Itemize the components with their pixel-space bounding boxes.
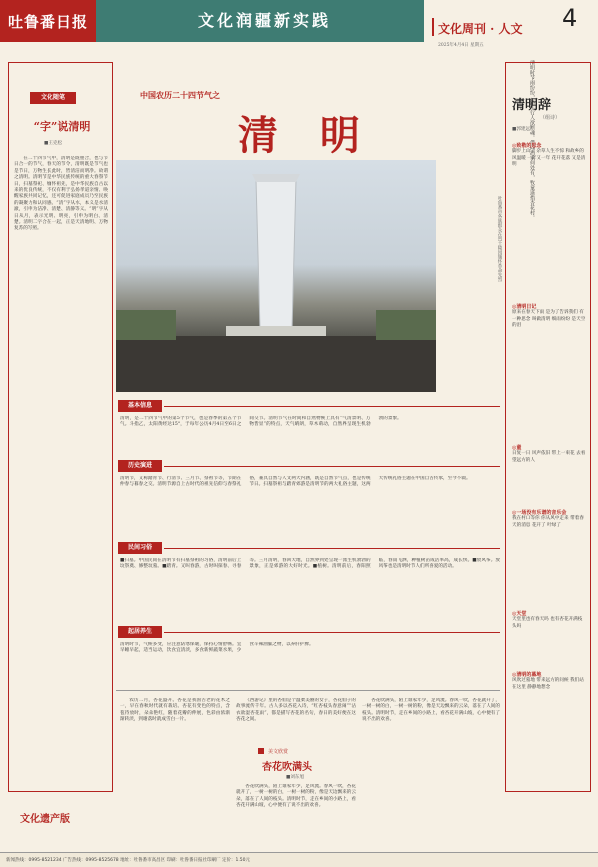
essay-paragraph: 杏花吹满头，陌上谁家年少，足风流。春风一吹，杏花就开了，一树一树的白，一树一树的粉，像是天边飘来的云朵，落在了人间的枝头。清明时节，走在乡间的小路上，看杏花开满山坡，心中便有了说不出的欢喜。	[236, 784, 356, 809]
section-body-basic: 清明，是二十四节气中的第5个节气，也是春季的第五个节气。斗指乙，太阳黄经达15°，于每年公历4月4日至6日之间交节。清明节气在时间和自然物候上具有“气清景明、万物皆显”的特点，天气晴朗，草木萌动，自然界呈现生机勃勃的景象。	[120, 416, 402, 428]
section-rule	[164, 548, 500, 549]
poem-text: 日复一日 风声依旧 带上一束花 去看望远方的人	[512, 451, 586, 463]
section-rule	[164, 632, 500, 633]
poem-block	[512, 142, 586, 299]
section-body-customs: ■扫墓。中国民间在清明节有扫墓祭祖的习俗，清明前后上坟祭奠、修整坟墓。■踏青。又叫春游，古时叫探春、寻春等。三月清明，春回大地，自然界到处呈现一派生机勃勃的景象，正是郊游的大好时光。■植树。清明前后，春阳照临，春雨飞洒，种植树苗成活率高，成长快。■放风筝。放风筝也是清明时节人们所喜爱的活动。	[120, 558, 500, 570]
left-column-title: “字”说清明	[33, 120, 91, 133]
essay-title: 杏花吹满头	[262, 762, 312, 773]
section-rule	[164, 406, 500, 407]
poem-block	[512, 671, 586, 748]
main-photo	[116, 160, 436, 392]
section-tag-health: 起居养生	[118, 626, 162, 638]
left-column-paragraph: 在二十四节气中，清明是既重合，也与节日合一的节气，春天的节令，清明既是节气也是节日，万物生长此时，皆清洁而明净。故谓之清明。清明节是中华民族传统的重大春祭节日，扫墓祭祀、缅怀祖先，是中华民族自古以来的优良传统，不仅有利于弘扬孝道亲情、唤醒家族共同记忆，还可促进家庭成员乃至民族的凝聚力和认同感。“清”字从水，本义是水清澈，引申为洁净、清楚、清静等义。“明”字从日从月，表示光明、明亮，引申为明白、清楚。清明二字合在一起，正是天清地明、万物复苏的写照。	[14, 156, 108, 232]
monument-illustration	[116, 160, 436, 392]
poem-heading: ◎清明的墓地	[512, 672, 542, 678]
section-tag-history: 历史演进	[118, 460, 162, 472]
section-rule	[164, 466, 500, 467]
poem-block	[512, 509, 586, 606]
publisher-logo: 文化遗产版	[20, 814, 70, 825]
page-number: 4	[562, 4, 578, 32]
poem-block	[512, 303, 586, 440]
poem-text: 脚步上山了 杂草人生不惊 和故乡的风温暖 一年又一年 花开花落 又是清明	[512, 149, 586, 168]
section-body-history: 清明节，又称踏青节、行清节、三月节、祭祖节等，节期在仲春与暮春之交。清明节源自上古时代的祖先信仰与春祭礼俗，兼具自然与人文两大内涵，既是自然节气点，也是传统节日。扫墓祭祖与踏青郊游是清明节的两大礼俗主题，这两大传统礼俗主题在中国自古传承，至今不辍。	[120, 476, 471, 488]
left-column-body	[14, 156, 108, 716]
section-tag-basic: 基本信息	[118, 400, 162, 412]
poem-text: 风吹过墓地 带来远方的问候 我们站在这里 静静地想念	[512, 678, 584, 690]
poem-heading: ◎致敬的思念	[512, 143, 542, 149]
right-column-title: 清明辞	[512, 98, 552, 113]
poem-block	[512, 444, 586, 505]
section-divider	[432, 18, 434, 36]
crowd	[116, 336, 436, 392]
poem-heading: ◎清明日记	[512, 304, 537, 310]
poem-text: 天堂里也有春天吗 也有杏花开满枝头吗	[512, 617, 583, 629]
poem-block	[512, 610, 586, 667]
photo-caption: 吐鲁番市各族群众在烈士陵园缅怀革命先烈	[497, 196, 502, 282]
poem-heading: ◎天堂	[512, 611, 527, 617]
poem-heading: ◎一场没有乐谱的音乐会	[512, 510, 567, 516]
main-kicker: 中国农历二十四节气之	[140, 90, 220, 100]
lower-column-b-paragraph: 《西游记》里的杏仙是个温柔美丽的女子，杏花仙子的故事流传千年。古人多以杏花入诗，“红杏枝头春意闹”“沾衣欲湿杏花雨”，都是描写杏花的名句，春日的美好便在这杏花之间。	[236, 698, 356, 723]
section-body-health: 清明时节，气候多变，应注意防寒保暖，保持心情舒畅。宜早睡早起，适当运动，饮食宜清淡，多食新鲜蔬菜水果，少食辛辣油腻之物，以养肝护脾。	[120, 642, 314, 654]
main-title: 清 明	[238, 112, 374, 159]
section-title: 文化周刊 · 人文	[438, 22, 523, 36]
dateline: 2025年4月4日 星期五	[438, 43, 484, 48]
monument-obelisk	[256, 180, 296, 330]
poem-text: 原来在春天下雨 是为了告诉我们 有一种思念 叫做清明 细雨纷纷 是天空的泪	[512, 310, 586, 329]
masthead-logo: 吐鲁番日报	[0, 0, 96, 42]
monument-top	[252, 174, 300, 182]
trees-left	[116, 310, 176, 340]
lower-column-a-paragraph: 农历二月，杏花盛开。杏花是我国古老的花木之一，早在春秋时代就有栽培。杏花有变色的特点，含苞待放时，朵朵艳红，随着花瓣的伸展，色彩由浓渐渐转淡，到谢落时就成雪白一片。	[120, 698, 230, 723]
left-column-author: ■王克松	[44, 141, 63, 146]
right-column-poems	[512, 138, 586, 788]
left-column-tag: 文化随笔	[30, 92, 76, 104]
essay-kicker-marker	[258, 748, 264, 754]
poem-text: 我在村口等你 你从风中走来 带着春天的消息 花开了 叶绿了	[512, 516, 584, 528]
essay-body	[236, 784, 356, 846]
footer-bar: 新闻热线：0995-8521234 广告热线：0995-8525678 地址：吐鲁番市高昌区 印刷：吐鲁番日报社印刷厂 定价：1.50元	[0, 852, 598, 867]
monument-base	[226, 326, 326, 336]
section-tag-customs: 民间习俗	[118, 542, 162, 554]
trees-right	[376, 310, 436, 340]
right-column-subtitle: （组诗）	[540, 115, 561, 121]
vertical-poem: 清明时节雨纷纷，路上行人欲断魂。借问酒家何处有，牧童遥指杏花村。	[529, 60, 535, 220]
lower-column-b	[236, 698, 356, 738]
poem-heading: ◎童	[512, 445, 522, 451]
lower-column-c-paragraph: 杏花吹满头，陌上谁家年少，足风流。春风一吹，杏花就开了，一树一树的白，一树一树的粉，像是天边飘来的云朵，落在了人间的枝头。清明时节，走在乡间的小路上，看杏花开满山坡，心中便有了说不出的欢喜。	[362, 698, 500, 723]
lower-column-c	[362, 698, 500, 846]
essay-author: ■刘东旭	[286, 775, 305, 780]
lower-column-a	[120, 698, 230, 846]
column-title: 文化润疆新实践	[198, 11, 332, 30]
right-column-author: ■郭建远	[512, 127, 531, 132]
essay-kicker: 美文欣赏	[268, 749, 289, 755]
lower-divider	[116, 690, 500, 691]
